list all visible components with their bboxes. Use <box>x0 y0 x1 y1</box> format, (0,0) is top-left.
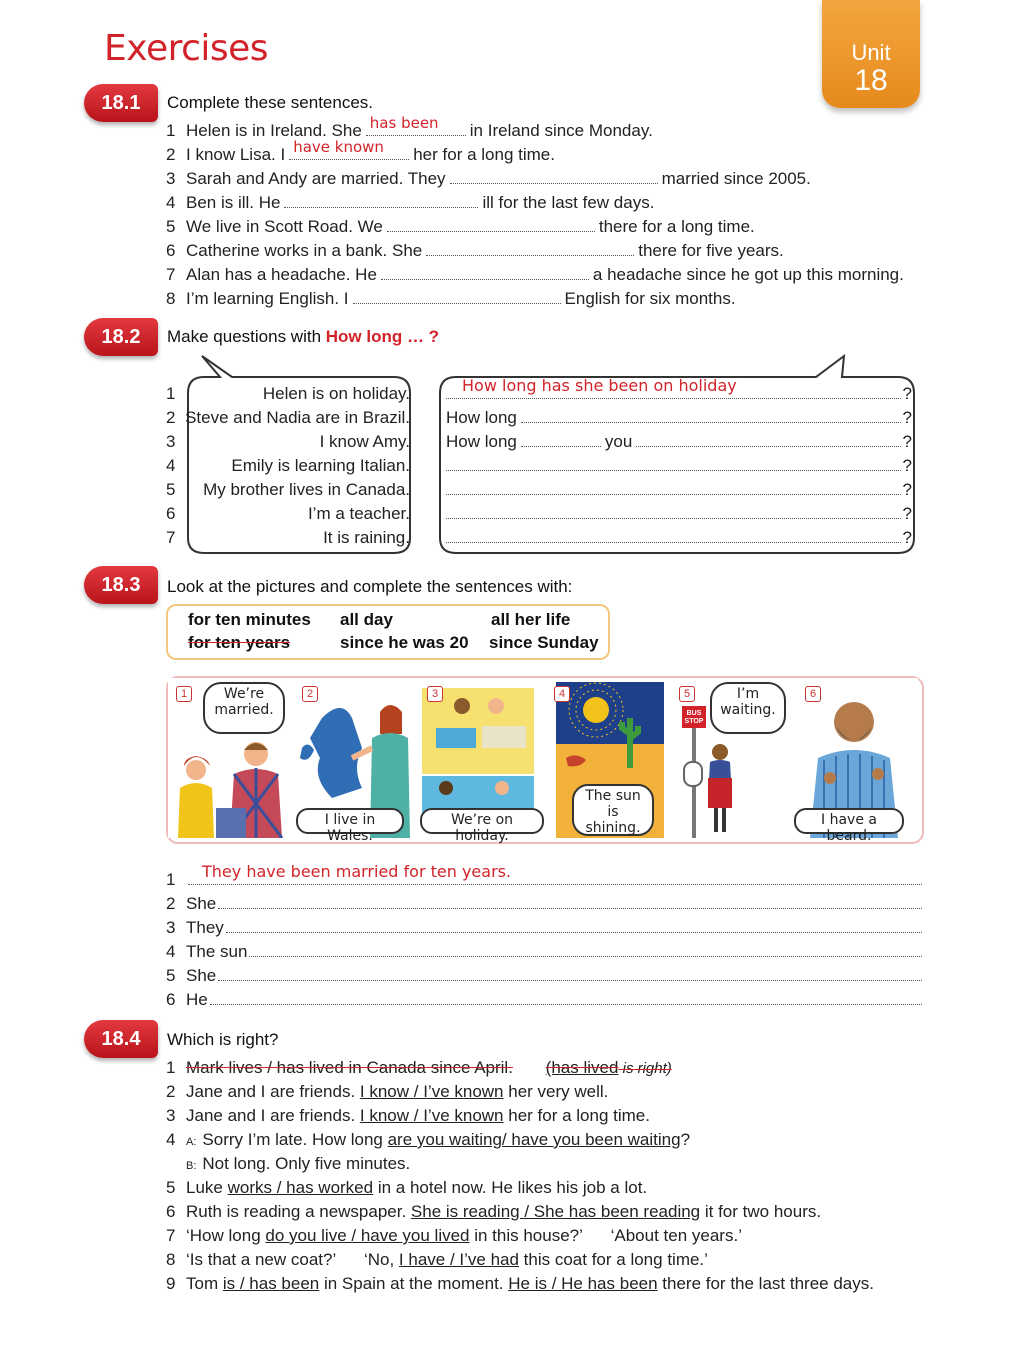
choice[interactable]: is / has been <box>222 1274 320 1293</box>
bus-stop-sign: BUS STOP <box>684 710 704 725</box>
statement-row <box>166 382 410 406</box>
exercise-badge-18-4: 18.4 <box>84 1020 158 1058</box>
statement-row <box>166 430 410 454</box>
statement-text: Steve and Nadia are in Brazil. <box>185 408 410 427</box>
item-number: 5 <box>166 217 176 236</box>
answer-note: is right) <box>618 1060 672 1077</box>
list-item <box>166 114 904 143</box>
question-mark: ? <box>902 528 912 547</box>
answer-blank[interactable] <box>210 988 922 1005</box>
sentence-start: Catherine works in a bank. She <box>186 241 423 260</box>
line-start: She <box>186 966 217 985</box>
item-number: 7 <box>166 528 176 547</box>
statement-row <box>166 526 410 550</box>
statement-row <box>166 406 410 430</box>
panel-number: 5 <box>679 686 695 702</box>
instruction-text: Make questions with <box>167 327 326 346</box>
unit-tab <box>822 0 920 108</box>
question-row <box>446 478 912 502</box>
caption-married: We’re married. <box>203 682 285 734</box>
caption-holiday: We’re on holiday. <box>420 808 544 834</box>
question-row <box>446 430 912 454</box>
how-long-text: How long <box>446 408 517 427</box>
item-number: 1 <box>166 384 176 403</box>
line-start: She <box>186 894 217 913</box>
choice[interactable]: She is reading / She has been reading <box>410 1202 701 1221</box>
item-text: it for two hours. <box>700 1202 822 1221</box>
sentence-end: there for a long time. <box>598 217 755 236</box>
exercise-instruction <box>167 327 439 347</box>
item-number: 2 <box>166 894 176 913</box>
item-text: Not long. Only five minutes. <box>202 1154 411 1173</box>
answer-line <box>166 940 922 964</box>
item-number: 3 <box>166 1106 176 1125</box>
statement-text: My brother lives in Canada. <box>203 480 410 499</box>
item-text: ? <box>680 1130 691 1149</box>
answer-blank[interactable] <box>446 478 901 495</box>
answer-text: have known <box>293 138 384 156</box>
answer-text: They have been married for ten years. <box>202 862 512 881</box>
question-mark: ? <box>902 504 912 523</box>
answer-line <box>166 988 922 1012</box>
answer-line <box>166 862 922 892</box>
caption-waiting: I’m waiting. <box>710 682 786 734</box>
question-row <box>446 454 912 478</box>
item-number: 1 <box>166 121 176 140</box>
line-start: He <box>186 990 208 1009</box>
sentence-end: there for five years. <box>638 241 784 260</box>
sentence-start: I’m learning English. I <box>186 289 349 308</box>
exercise-18-1-list <box>166 114 904 311</box>
item-number: 3 <box>166 169 176 188</box>
list-item <box>166 167 904 191</box>
choice[interactable]: He is / He has been <box>508 1274 658 1293</box>
word-option: since he was 20 <box>340 633 469 652</box>
item-number: 1 <box>166 1058 176 1077</box>
sentence-start: I know Lisa. I <box>186 145 286 164</box>
panel-number: 3 <box>427 686 443 702</box>
statement-row <box>166 454 410 478</box>
item-text: Sorry I’m late. How long <box>202 1130 388 1149</box>
list-item <box>166 1272 874 1296</box>
item-text: Ruth is reading a newspaper. <box>186 1202 411 1221</box>
answer-blank[interactable] <box>446 376 901 399</box>
list-item <box>166 215 904 239</box>
sentence-start: Helen is in Ireland. She <box>186 121 362 140</box>
statement-row <box>166 502 410 526</box>
item-text: her very well. <box>503 1082 609 1101</box>
item-number: 5 <box>166 966 176 985</box>
answer-blank[interactable] <box>284 191 478 208</box>
list-item <box>166 1200 874 1224</box>
question-mark: ? <box>902 384 912 403</box>
statement-text: It is raining. <box>323 528 410 547</box>
list-item <box>166 1248 874 1272</box>
exercise-18-3-lines <box>166 862 922 1012</box>
how-long-text: How long <box>446 432 517 451</box>
item-number: 6 <box>166 504 176 523</box>
question-mark: ? <box>902 456 912 475</box>
list-item <box>166 1152 874 1176</box>
exercise-badge-18-3: 18.3 <box>84 566 158 604</box>
example-choice: Mark lives / has lived <box>186 1058 344 1077</box>
line-start: The sun <box>186 942 248 961</box>
answer-text: How long has she been on holiday <box>462 376 737 395</box>
sentence-end: ill for the last few days. <box>482 193 655 212</box>
item-text: ‘Is that a new coat?’ ‘No, <box>186 1250 399 1269</box>
item-number: 6 <box>166 990 176 1009</box>
page-title: Exercises <box>104 28 269 69</box>
example-rest: in Canada since April. <box>343 1058 513 1077</box>
item-text: in a hotel now. He likes his job a lot. <box>373 1178 648 1197</box>
exercise-badge-18-2: 18.2 <box>84 318 158 356</box>
choice[interactable]: works / has worked <box>227 1178 374 1197</box>
item-text: Jane and I are friends. <box>186 1106 360 1125</box>
answer-blank[interactable] <box>426 239 634 256</box>
question-row <box>446 502 912 526</box>
word-option: since Sunday <box>489 633 599 652</box>
item-number: 8 <box>166 289 176 308</box>
word-option: all day <box>340 610 393 629</box>
exercise-badge-18-1: 18.1 <box>84 84 158 122</box>
speaker-label: B: <box>186 1160 197 1172</box>
list-item <box>166 1080 874 1104</box>
choice[interactable]: I know / I’ve known <box>359 1082 504 1101</box>
statement-text: I know Amy. <box>319 432 410 451</box>
answer-blank[interactable] <box>366 114 466 136</box>
word-option: all her life <box>491 610 571 629</box>
choice[interactable]: are you waiting/ have you been waiting <box>387 1130 681 1149</box>
answer-line <box>166 892 922 916</box>
item-text: Tom <box>186 1274 223 1293</box>
item-number: 2 <box>166 408 176 427</box>
answer-blank[interactable] <box>446 454 901 471</box>
caption-wales: I live in Wales. <box>296 808 404 834</box>
item-text: in this house?’ ‘About ten years.’ <box>469 1226 742 1245</box>
item-number: 2 <box>166 1082 176 1101</box>
choice[interactable]: I know / I’ve known <box>359 1106 504 1125</box>
question-mark: ? <box>902 408 912 427</box>
item-number: 3 <box>166 918 176 937</box>
item-number: 9 <box>166 1274 176 1293</box>
item-text: ‘How long <box>186 1226 266 1245</box>
sentence-end: a headache since he got up this morning. <box>592 265 904 284</box>
answer-blank[interactable] <box>353 287 561 304</box>
answer-blank[interactable] <box>381 263 589 280</box>
answer-blank[interactable] <box>218 892 922 909</box>
item-text: Jane and I are friends. <box>186 1082 360 1101</box>
statement-text: Helen is on holiday. <box>262 384 410 403</box>
statement-list <box>166 382 410 550</box>
answer-blank[interactable] <box>218 964 922 981</box>
list-item <box>166 1128 874 1152</box>
panel-number: 1 <box>176 686 192 702</box>
answer-blank[interactable] <box>289 138 409 160</box>
line-start: They <box>186 918 224 937</box>
item-number: 7 <box>166 265 176 284</box>
panel-number: 4 <box>554 686 570 702</box>
item-number: 6 <box>166 1202 176 1221</box>
sentence-end: in Ireland since Monday. <box>469 121 653 140</box>
exercise-18-4-list <box>166 1056 874 1296</box>
exercise-instruction: Which is right? <box>167 1030 279 1049</box>
example-answer <box>546 1058 672 1077</box>
choice[interactable]: I have / I’ve had <box>398 1250 519 1269</box>
sentence-start: Alan has a headache. He <box>186 265 377 284</box>
sentence-end: married since 2005. <box>661 169 811 188</box>
sentence-end: English for six months. <box>564 289 736 308</box>
answer-choice: (has lived <box>545 1058 619 1077</box>
item-number: 4 <box>166 193 176 212</box>
item-number: 5 <box>166 480 176 499</box>
answer-blank[interactable] <box>450 167 658 184</box>
statement-row <box>166 478 410 502</box>
unit-number: 18 <box>854 64 888 97</box>
list-item <box>166 1104 874 1128</box>
answer-text: has been <box>369 114 439 132</box>
sentence-start: We live in Scott Road. We <box>186 217 383 236</box>
list-item <box>166 1176 874 1200</box>
question-row <box>446 406 912 430</box>
caption-beard: I have a beard. <box>794 808 904 834</box>
item-text: this coat for a long time.’ <box>518 1250 708 1269</box>
choice[interactable]: do you live / have you lived <box>265 1226 470 1245</box>
statement-text: Emily is learning Italian. <box>231 456 410 475</box>
caption-sun: The sun is shining. <box>572 784 654 836</box>
list-item <box>166 138 904 167</box>
list-item <box>166 287 904 311</box>
answer-blank[interactable] <box>387 215 595 232</box>
question-row <box>446 526 912 550</box>
list-item <box>166 263 904 287</box>
item-text: there for the last three days. <box>657 1274 874 1293</box>
panel-number: 2 <box>302 686 318 702</box>
answer-blank[interactable] <box>226 916 922 933</box>
exercise-instruction: Complete these sentences. <box>167 93 374 112</box>
item-text: Luke <box>186 1178 228 1197</box>
answer-line <box>166 916 922 940</box>
item-number: 7 <box>166 1226 176 1245</box>
answer-blank[interactable] <box>521 406 901 423</box>
word-option-used: for ten years <box>188 633 291 652</box>
item-number: 8 <box>166 1250 176 1269</box>
item-number: 4 <box>166 942 176 961</box>
answer-blank[interactable] <box>188 862 922 885</box>
statement-text: I’m a teacher. <box>307 504 410 523</box>
answer-blank[interactable] <box>521 430 601 447</box>
word-option: for ten minutes <box>188 610 311 629</box>
answer-blank[interactable] <box>446 526 901 543</box>
item-number: 4 <box>166 1130 176 1149</box>
panel-number: 6 <box>805 686 821 702</box>
item-text: in Spain at the moment. <box>319 1274 509 1293</box>
item-number: 3 <box>166 432 176 451</box>
list-item <box>166 239 904 263</box>
answer-blank[interactable] <box>249 940 922 957</box>
item-number: 4 <box>166 456 176 475</box>
exercise-instruction: Look at the pictures and complete the sentences with: <box>167 577 573 596</box>
question-row <box>446 376 912 406</box>
item-number: 6 <box>166 241 176 260</box>
example-text <box>186 1058 513 1077</box>
list-item <box>166 1224 874 1248</box>
item-number: 5 <box>166 1178 176 1197</box>
you-text: you <box>604 432 633 451</box>
answer-blank[interactable] <box>636 430 900 447</box>
speaker-label: A: <box>186 1136 197 1148</box>
question-mark: ? <box>902 432 912 451</box>
sentence-end: her for a long time. <box>413 145 555 164</box>
unit-label: Unit <box>851 40 891 65</box>
word-box <box>166 604 610 660</box>
sentence-start: Ben is ill. He <box>186 193 281 212</box>
list-item <box>166 191 904 215</box>
instruction-highlight: How long … ? <box>325 327 440 346</box>
answer-line <box>166 964 922 988</box>
list-item <box>166 1056 874 1080</box>
question-list <box>446 376 912 550</box>
answer-blank[interactable] <box>446 502 901 519</box>
item-number: 2 <box>166 145 176 164</box>
item-number: 1 <box>166 870 176 889</box>
question-mark: ? <box>902 480 912 499</box>
item-text: her for a long time. <box>503 1106 650 1125</box>
sentence-start: Sarah and Andy are married. They <box>186 169 446 188</box>
